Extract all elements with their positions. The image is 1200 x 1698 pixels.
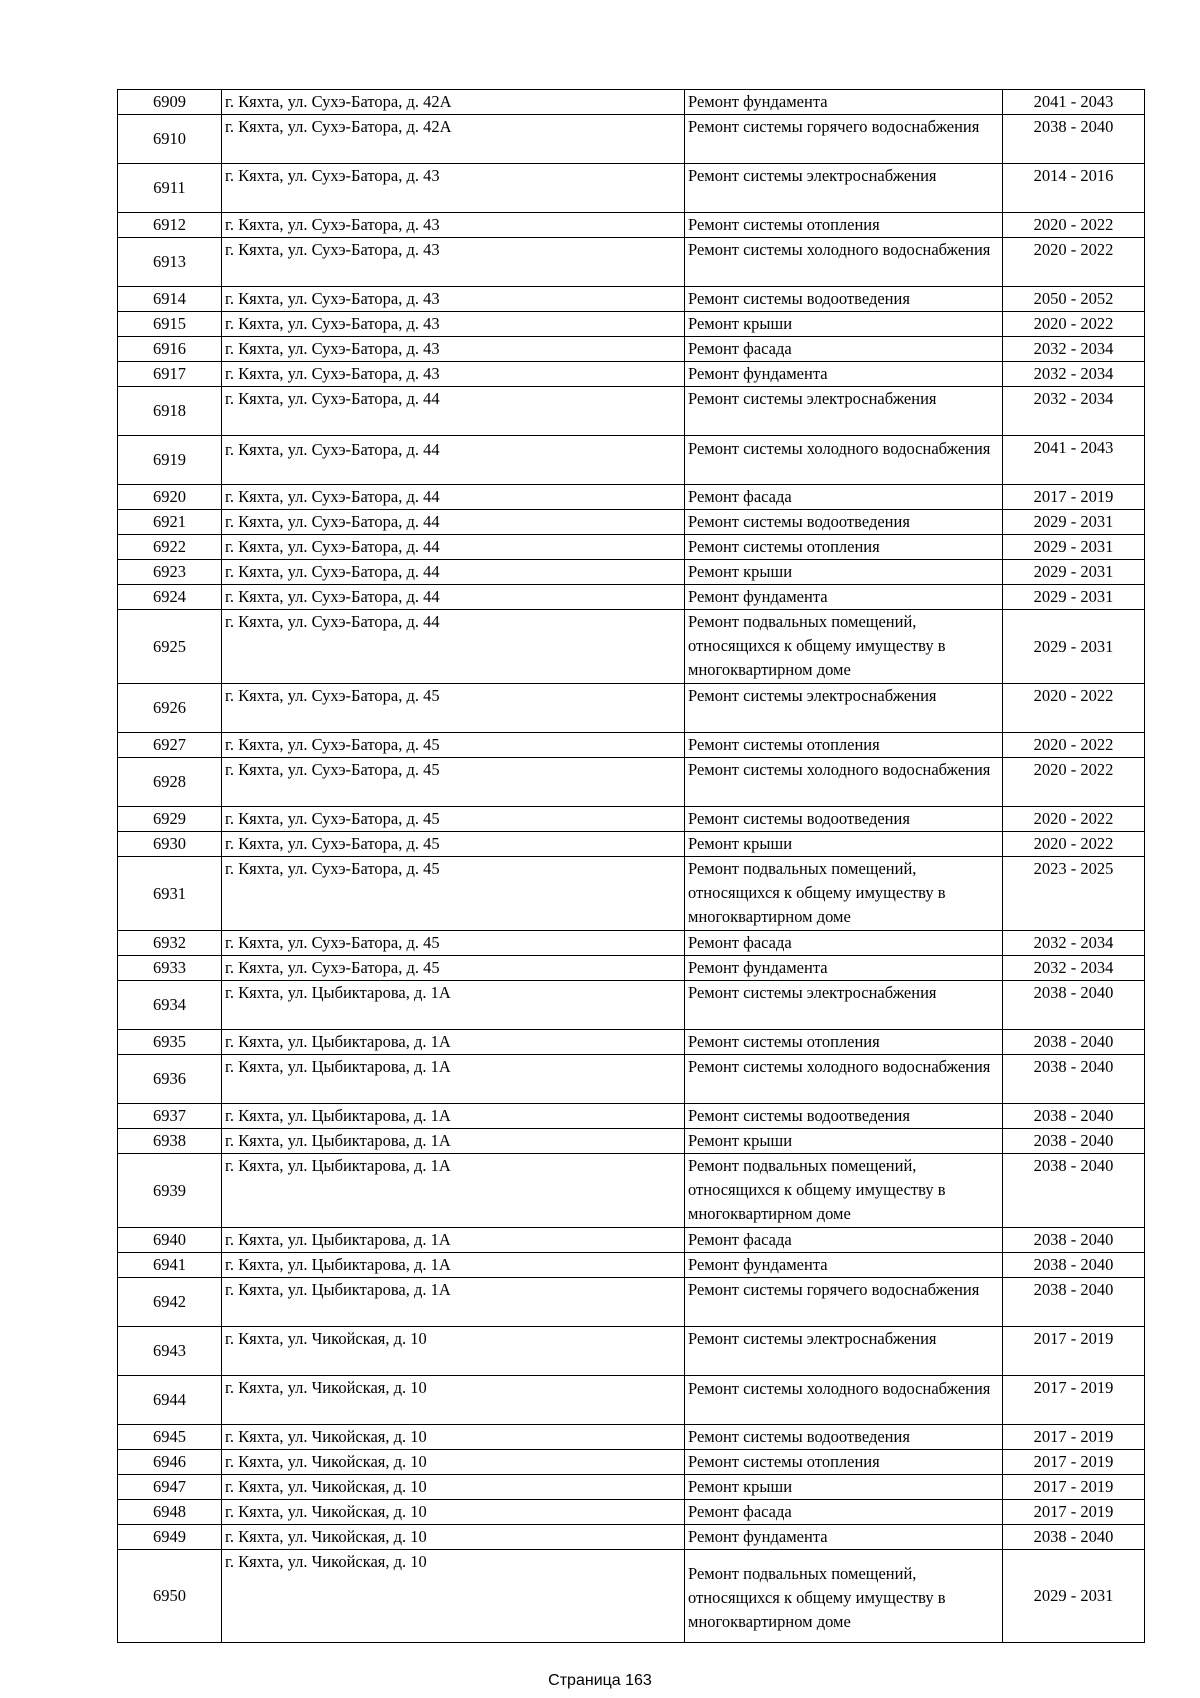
- period-cell: 2038 - 2040: [1003, 1525, 1145, 1550]
- table-row: [118, 1500, 1145, 1525]
- table-row: [118, 1055, 1145, 1104]
- row-number-cell: 6948: [118, 1500, 222, 1525]
- period-cell: 2038 - 2040: [1003, 1154, 1145, 1228]
- address-cell: г. Кяхта, ул. Цыбиктарова, д. 1А: [222, 1104, 685, 1129]
- table-row: [118, 1425, 1145, 1450]
- work-type-cell: Ремонт крыши: [685, 832, 1003, 857]
- period-cell: 2017 - 2019: [1003, 1327, 1145, 1376]
- work-type-cell: Ремонт системы отопления: [685, 535, 1003, 560]
- row-number-cell: 6932: [118, 931, 222, 956]
- address-cell: г. Кяхта, ул. Чикойская, д. 10: [222, 1475, 685, 1500]
- table-body: [118, 90, 1145, 1643]
- row-number-cell: 6938: [118, 1129, 222, 1154]
- work-type-cell: Ремонт системы электроснабжения: [685, 1327, 1003, 1376]
- table-row: [118, 1278, 1145, 1327]
- row-number-cell: 6942: [118, 1278, 222, 1327]
- work-type-cell: Ремонт фундамента: [685, 585, 1003, 610]
- address-cell: г. Кяхта, ул. Цыбиктарова, д. 1А: [222, 1154, 685, 1228]
- work-type-cell: Ремонт системы водоотведения: [685, 1104, 1003, 1129]
- page-number: Страница 163: [548, 1672, 652, 1689]
- address-cell: г. Кяхта, ул. Сухэ-Батора, д. 42А: [222, 115, 685, 164]
- work-type-cell: Ремонт системы водоотведения: [685, 807, 1003, 832]
- address-cell: г. Кяхта, ул. Цыбиктарова, д. 1А: [222, 1055, 685, 1104]
- row-number-cell: 6917: [118, 362, 222, 387]
- row-number-cell: 6910: [118, 115, 222, 164]
- address-cell: г. Кяхта, ул. Сухэ-Батора, д. 45: [222, 733, 685, 758]
- period-cell: 2020 - 2022: [1003, 238, 1145, 287]
- row-number-cell: 6940: [118, 1228, 222, 1253]
- work-type-cell: Ремонт фасада: [685, 931, 1003, 956]
- period-cell: 2029 - 2031: [1003, 1550, 1145, 1643]
- address-cell: г. Кяхта, ул. Сухэ-Батора, д. 43: [222, 287, 685, 312]
- address-cell: г. Кяхта, ул. Чикойская, д. 10: [222, 1525, 685, 1550]
- row-number-cell: 6925: [118, 610, 222, 684]
- row-number-cell: 6915: [118, 312, 222, 337]
- address-cell: г. Кяхта, ул. Цыбиктарова, д. 1А: [222, 1228, 685, 1253]
- address-cell: г. Кяхта, ул. Сухэ-Батора, д. 44: [222, 535, 685, 560]
- table-row: [118, 758, 1145, 807]
- table-row: [118, 213, 1145, 238]
- period-cell: 2038 - 2040: [1003, 1129, 1145, 1154]
- table-row: [118, 337, 1145, 362]
- period-cell: 2017 - 2019: [1003, 1376, 1145, 1425]
- period-cell: 2020 - 2022: [1003, 213, 1145, 238]
- work-type-cell: Ремонт фасада: [685, 1228, 1003, 1253]
- period-cell: 2038 - 2040: [1003, 1055, 1145, 1104]
- address-cell: г. Кяхта, ул. Сухэ-Батора, д. 44: [222, 387, 685, 436]
- table-row: [118, 287, 1145, 312]
- row-number-cell: 6944: [118, 1376, 222, 1425]
- address-cell: г. Кяхта, ул. Сухэ-Батора, д. 45: [222, 832, 685, 857]
- table-row: [118, 857, 1145, 931]
- work-type-cell: Ремонт системы отопления: [685, 1030, 1003, 1055]
- period-cell: 2017 - 2019: [1003, 1425, 1145, 1450]
- table-row: [118, 436, 1145, 485]
- row-number-cell: 6930: [118, 832, 222, 857]
- work-type-cell: Ремонт системы холодного водоснабжения: [685, 1055, 1003, 1104]
- work-type-cell: Ремонт системы холодного водоснабжения: [685, 758, 1003, 807]
- table-row: [118, 535, 1145, 560]
- table-row: [118, 931, 1145, 956]
- table-row: [118, 560, 1145, 585]
- period-cell: 2029 - 2031: [1003, 585, 1145, 610]
- table-row: [118, 312, 1145, 337]
- table-row: [118, 90, 1145, 115]
- row-number-cell: 6918: [118, 387, 222, 436]
- work-type-cell: Ремонт системы отопления: [685, 1450, 1003, 1475]
- table-row: [118, 585, 1145, 610]
- row-number-cell: 6936: [118, 1055, 222, 1104]
- work-type-cell: Ремонт системы отопления: [685, 733, 1003, 758]
- address-cell: г. Кяхта, ул. Сухэ-Батора, д. 45: [222, 857, 685, 931]
- work-type-cell: Ремонт крыши: [685, 1475, 1003, 1500]
- address-cell: г. Кяхта, ул. Чикойская, д. 10: [222, 1450, 685, 1475]
- period-cell: 2041 - 2043: [1003, 436, 1145, 485]
- period-cell: 2029 - 2031: [1003, 610, 1145, 684]
- address-cell: г. Кяхта, ул. Цыбиктарова, д. 1А: [222, 981, 685, 1030]
- period-cell: 2038 - 2040: [1003, 115, 1145, 164]
- row-number-cell: 6946: [118, 1450, 222, 1475]
- work-type-cell: Ремонт фундамента: [685, 1253, 1003, 1278]
- row-number-cell: 6927: [118, 733, 222, 758]
- address-cell: г. Кяхта, ул. Сухэ-Батора, д. 44: [222, 610, 685, 684]
- table-row: [118, 164, 1145, 213]
- address-cell: г. Кяхта, ул. Сухэ-Батора, д. 45: [222, 956, 685, 981]
- period-cell: 2029 - 2031: [1003, 535, 1145, 560]
- row-number-cell: 6926: [118, 684, 222, 733]
- period-cell: 2032 - 2034: [1003, 337, 1145, 362]
- row-number-cell: 6943: [118, 1327, 222, 1376]
- period-cell: 2020 - 2022: [1003, 733, 1145, 758]
- work-type-cell: Ремонт подвальных помещений, относящихся к общему имуществу в многоквартирном доме: [685, 1550, 1003, 1643]
- period-cell: 2038 - 2040: [1003, 1030, 1145, 1055]
- address-cell: г. Кяхта, ул. Сухэ-Батора, д. 43: [222, 362, 685, 387]
- work-type-cell: Ремонт подвальных помещений, относящихся к общему имуществу в многоквартирном доме: [685, 857, 1003, 931]
- table-row: [118, 485, 1145, 510]
- period-cell: 2032 - 2034: [1003, 387, 1145, 436]
- row-number-cell: 6909: [118, 90, 222, 115]
- address-cell: г. Кяхта, ул. Сухэ-Батора, д. 43: [222, 337, 685, 362]
- work-type-cell: Ремонт системы холодного водоснабжения: [685, 238, 1003, 287]
- period-cell: 2029 - 2031: [1003, 510, 1145, 535]
- period-cell: 2017 - 2019: [1003, 485, 1145, 510]
- period-cell: 2050 - 2052: [1003, 287, 1145, 312]
- row-number-cell: 6928: [118, 758, 222, 807]
- work-type-cell: Ремонт фундамента: [685, 90, 1003, 115]
- period-cell: 2020 - 2022: [1003, 312, 1145, 337]
- address-cell: г. Кяхта, ул. Сухэ-Батора, д. 43: [222, 238, 685, 287]
- address-cell: г. Кяхта, ул. Чикойская, д. 10: [222, 1425, 685, 1450]
- period-cell: 2038 - 2040: [1003, 1253, 1145, 1278]
- row-number-cell: 6924: [118, 585, 222, 610]
- table-row: [118, 1030, 1145, 1055]
- address-cell: г. Кяхта, ул. Сухэ-Батора, д. 43: [222, 164, 685, 213]
- period-cell: 2038 - 2040: [1003, 1104, 1145, 1129]
- work-type-cell: Ремонт системы электроснабжения: [685, 164, 1003, 213]
- table-row: [118, 1550, 1145, 1643]
- period-cell: 2041 - 2043: [1003, 90, 1145, 115]
- table-row: [118, 387, 1145, 436]
- work-type-cell: Ремонт подвальных помещений, относящихся к общему имуществу в многоквартирном доме: [685, 1154, 1003, 1228]
- row-number-cell: 6933: [118, 956, 222, 981]
- row-number-cell: 6929: [118, 807, 222, 832]
- row-number-cell: 6941: [118, 1253, 222, 1278]
- address-cell: г. Кяхта, ул. Цыбиктарова, д. 1А: [222, 1278, 685, 1327]
- row-number-cell: 6914: [118, 287, 222, 312]
- period-cell: 2038 - 2040: [1003, 981, 1145, 1030]
- work-type-cell: Ремонт фасада: [685, 1500, 1003, 1525]
- address-cell: г. Кяхта, ул. Сухэ-Батора, д. 44: [222, 560, 685, 585]
- period-cell: 2017 - 2019: [1003, 1475, 1145, 1500]
- address-cell: г. Кяхта, ул. Чикойская, д. 10: [222, 1327, 685, 1376]
- period-cell: 2020 - 2022: [1003, 807, 1145, 832]
- row-number-cell: 6919: [118, 436, 222, 485]
- address-cell: г. Кяхта, ул. Сухэ-Батора, д. 44: [222, 585, 685, 610]
- address-cell: г. Кяхта, ул. Сухэ-Батора, д. 44: [222, 436, 685, 485]
- period-cell: 2032 - 2034: [1003, 931, 1145, 956]
- work-type-cell: Ремонт фасада: [685, 485, 1003, 510]
- table-row: [118, 733, 1145, 758]
- row-number-cell: 6931: [118, 857, 222, 931]
- row-number-cell: 6920: [118, 485, 222, 510]
- work-type-cell: Ремонт системы горячего водоснабжения: [685, 1278, 1003, 1327]
- row-number-cell: 6939: [118, 1154, 222, 1228]
- row-number-cell: 6923: [118, 560, 222, 585]
- table-row: [118, 1475, 1145, 1500]
- address-cell: г. Кяхта, ул. Сухэ-Батора, д. 43: [222, 312, 685, 337]
- period-cell: 2038 - 2040: [1003, 1228, 1145, 1253]
- table-row: [118, 1228, 1145, 1253]
- row-number-cell: 6934: [118, 981, 222, 1030]
- row-number-cell: 6922: [118, 535, 222, 560]
- table-row: [118, 238, 1145, 287]
- work-type-cell: Ремонт фундамента: [685, 956, 1003, 981]
- work-type-cell: Ремонт системы водоотведения: [685, 287, 1003, 312]
- period-cell: 2029 - 2031: [1003, 560, 1145, 585]
- work-type-cell: Ремонт фундамента: [685, 1525, 1003, 1550]
- table-row: [118, 1129, 1145, 1154]
- table-row: [118, 1450, 1145, 1475]
- work-type-cell: Ремонт фундамента: [685, 362, 1003, 387]
- row-number-cell: 6912: [118, 213, 222, 238]
- address-cell: г. Кяхта, ул. Цыбиктарова, д. 1А: [222, 1253, 685, 1278]
- address-cell: г. Кяхта, ул. Сухэ-Батора, д. 45: [222, 758, 685, 807]
- work-type-cell: Ремонт фасада: [685, 337, 1003, 362]
- work-type-cell: Ремонт системы холодного водоснабжения: [685, 436, 1003, 485]
- row-number-cell: 6950: [118, 1550, 222, 1643]
- work-type-cell: Ремонт системы водоотведения: [685, 510, 1003, 535]
- table-row: [118, 1376, 1145, 1425]
- work-type-cell: Ремонт крыши: [685, 312, 1003, 337]
- work-type-cell: Ремонт системы электроснабжения: [685, 387, 1003, 436]
- row-number-cell: 6945: [118, 1425, 222, 1450]
- row-number-cell: 6949: [118, 1525, 222, 1550]
- period-cell: 2032 - 2034: [1003, 362, 1145, 387]
- work-type-cell: Ремонт системы холодного водоснабжения: [685, 1376, 1003, 1425]
- table-row: [118, 510, 1145, 535]
- address-cell: г. Кяхта, ул. Чикойская, д. 10: [222, 1550, 685, 1643]
- capital-repair-table: [117, 89, 1145, 1643]
- work-type-cell: Ремонт подвальных помещений, относящихся к общему имуществу в многоквартирном доме: [685, 610, 1003, 684]
- address-cell: г. Кяхта, ул. Цыбиктарова, д. 1А: [222, 1129, 685, 1154]
- row-number-cell: 6937: [118, 1104, 222, 1129]
- row-number-cell: 6921: [118, 510, 222, 535]
- table-row: [118, 832, 1145, 857]
- work-type-cell: Ремонт системы отопления: [685, 213, 1003, 238]
- row-number-cell: 6911: [118, 164, 222, 213]
- work-type-cell: Ремонт системы горячего водоснабжения: [685, 115, 1003, 164]
- period-cell: 2017 - 2019: [1003, 1500, 1145, 1525]
- work-type-cell: Ремонт системы электроснабжения: [685, 981, 1003, 1030]
- table-row: [118, 1104, 1145, 1129]
- table-row: [118, 362, 1145, 387]
- period-cell: 2038 - 2040: [1003, 1278, 1145, 1327]
- row-number-cell: 6916: [118, 337, 222, 362]
- row-number-cell: 6913: [118, 238, 222, 287]
- period-cell: 2032 - 2034: [1003, 956, 1145, 981]
- row-number-cell: 6947: [118, 1475, 222, 1500]
- address-cell: г. Кяхта, ул. Чикойская, д. 10: [222, 1376, 685, 1425]
- row-number-cell: 6935: [118, 1030, 222, 1055]
- work-type-cell: Ремонт крыши: [685, 560, 1003, 585]
- address-cell: г. Кяхта, ул. Сухэ-Батора, д. 45: [222, 931, 685, 956]
- table-row: [118, 981, 1145, 1030]
- address-cell: г. Кяхта, ул. Чикойская, д. 10: [222, 1500, 685, 1525]
- work-type-cell: Ремонт системы водоотведения: [685, 1425, 1003, 1450]
- period-cell: 2023 - 2025: [1003, 857, 1145, 931]
- table-row: [118, 956, 1145, 981]
- table-row: [118, 1327, 1145, 1376]
- table-row: [118, 1525, 1145, 1550]
- address-cell: г. Кяхта, ул. Сухэ-Батора, д. 44: [222, 510, 685, 535]
- address-cell: г. Кяхта, ул. Сухэ-Батора, д. 45: [222, 684, 685, 733]
- period-cell: 2017 - 2019: [1003, 1450, 1145, 1475]
- table-row: [118, 684, 1145, 733]
- work-type-cell: Ремонт системы электроснабжения: [685, 684, 1003, 733]
- period-cell: 2020 - 2022: [1003, 832, 1145, 857]
- period-cell: 2020 - 2022: [1003, 758, 1145, 807]
- address-cell: г. Кяхта, ул. Сухэ-Батора, д. 42А: [222, 90, 685, 115]
- period-cell: 2014 - 2016: [1003, 164, 1145, 213]
- address-cell: г. Кяхта, ул. Сухэ-Батора, д. 44: [222, 485, 685, 510]
- table-row: [118, 1154, 1145, 1228]
- table-row: [118, 610, 1145, 684]
- work-type-cell: Ремонт крыши: [685, 1129, 1003, 1154]
- table-row: [118, 115, 1145, 164]
- table-row: [118, 1253, 1145, 1278]
- period-cell: 2020 - 2022: [1003, 684, 1145, 733]
- address-cell: г. Кяхта, ул. Сухэ-Батора, д. 43: [222, 213, 685, 238]
- table-row: [118, 807, 1145, 832]
- address-cell: г. Кяхта, ул. Сухэ-Батора, д. 45: [222, 807, 685, 832]
- address-cell: г. Кяхта, ул. Цыбиктарова, д. 1А: [222, 1030, 685, 1055]
